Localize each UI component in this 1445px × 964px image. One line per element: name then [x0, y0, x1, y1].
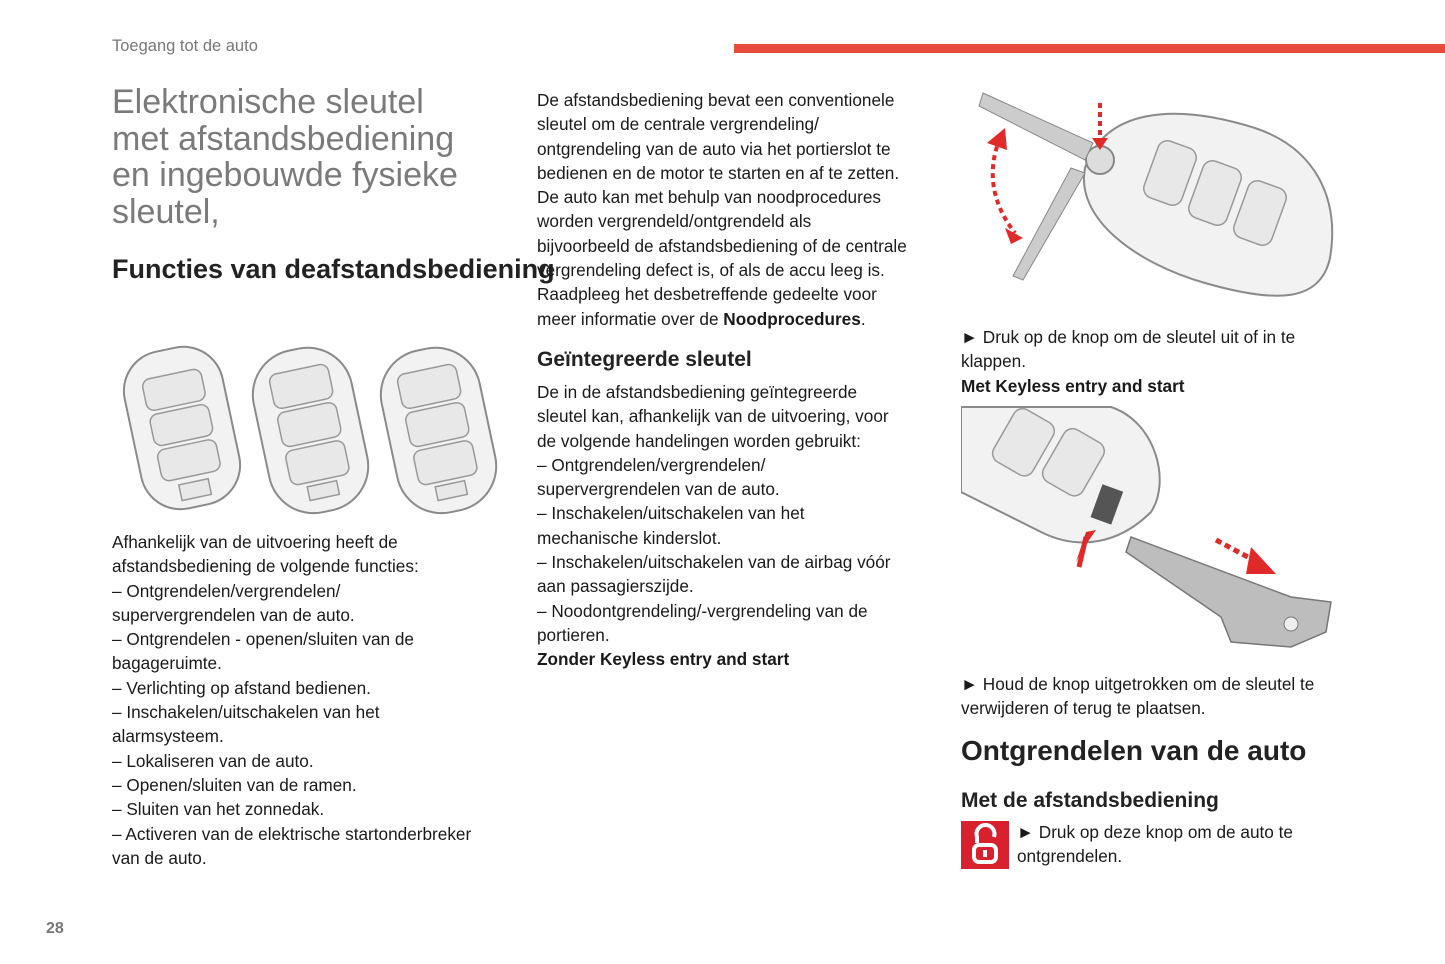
functions-heading-line: afstandsbediening [316, 254, 555, 284]
unlock-text-line: ► Druk op deze knop om de auto te [1017, 822, 1293, 842]
functions-text-line: – Inschakelen/uitschakelen van het [112, 702, 380, 723]
noodprocedures-link[interactable]: Noodprocedures [723, 308, 861, 329]
functions-text-line: alarmsysteem. [112, 726, 224, 747]
key-fobs-illustration [110, 338, 505, 518]
integrated-text-line: portieren. [537, 624, 610, 645]
integrated-text-line: – Inschakelen/uitschakelen van de airbag vóór [537, 552, 891, 573]
functions-text-line: – Activeren van de elektrische startonderbreker [112, 823, 472, 844]
title-line: sleutel, [112, 192, 220, 231]
functions-text-line: supervergrendelen van de auto. [112, 604, 355, 625]
functions-text-line: – Verlichting op afstand bedienen. [112, 677, 371, 698]
integrated-text-line: – Ontgrendelen/vergrendelen/ [537, 454, 766, 475]
intro-text-line: ontgrendeling van de auto via het portierslot te [537, 138, 891, 159]
integrated-text-line: aan passagierszijde. [537, 576, 694, 597]
integrated-text-line: – Inschakelen/uitschakelen van het [537, 503, 805, 524]
integrated-key-heading: Geïntegreerde sleutel [537, 348, 752, 371]
fold-text-line: ► Druk op de knop om de sleutel uit of in te [961, 327, 1296, 347]
intro-text-line: sleutel om de centrale vergrendeling/ [537, 114, 819, 135]
unlock-icon [961, 821, 1009, 869]
functions-heading [112, 252, 555, 286]
intro-text-line: bedienen en de motor te starten en af te zetten. [537, 162, 900, 183]
fold-text-line: klappen. [961, 351, 1026, 372]
functions-heading-line: Functies van de [112, 254, 317, 284]
functions-text-line: bagageruimte. [112, 653, 222, 674]
title-line: Elektronische sleutel [112, 83, 424, 121]
header-accent-bar [734, 44, 1445, 53]
functions-text-line: – Lokaliseren van de auto. [112, 750, 314, 771]
page-title [112, 84, 458, 230]
functions-text-line: – Ontgrendelen/vergrendelen/ [112, 580, 341, 601]
page-number: 28 [46, 920, 64, 937]
remove-key-text [961, 672, 1314, 721]
title-line: met afstandsbediening [112, 119, 455, 158]
unlock-heading: Ontgrendelen van de auto [961, 735, 1307, 766]
intro-text [537, 88, 907, 331]
functions-text-line: van de auto. [112, 847, 207, 868]
functions-text-line: afstandsbediening de volgende functies: [112, 556, 419, 577]
with-keyless-label: Met Keyless entry and start [961, 375, 1185, 396]
intro-last-prefix: meer informatie over de [537, 308, 724, 329]
functions-text-line: – Sluiten van het zonnedak. [112, 799, 325, 820]
intro-text-line: De auto kan met behulp van noodprocedures [537, 187, 881, 208]
intro-text-line: worden vergrendeld/ontgrendeld als [537, 211, 812, 232]
functions-list [112, 530, 471, 870]
pull-text-line: ► Houd de knop uitgetrokken om de sleutel te [961, 674, 1315, 694]
integrated-text-line: – Noodontgrendeling/-vergrendeling van de [537, 600, 868, 621]
fold-key-illustration [975, 88, 1340, 308]
integrated-text-line: sleutel kan, afhankelijk van de uitvoering, voor [537, 406, 889, 427]
title-line: en ingebouwde fysieke [112, 156, 458, 194]
intro-last-suffix: . [860, 308, 866, 329]
integrated-text-line: supervergrendelen van de auto. [537, 479, 780, 500]
functions-text-line: Afhankelijk van de uitvoering heeft de [112, 532, 398, 552]
integrated-text-line: De in de afstandsbediening geïntegreerde [537, 382, 858, 402]
integrated-text-line: de volgende handelingen worden gebruikt: [537, 430, 861, 451]
remote-heading: Met de afstandsbediening [961, 789, 1219, 812]
section-header: Toegang tot de auto [112, 37, 258, 55]
without-keyless-label: Zonder Keyless entry and start [537, 649, 790, 670]
pull-text-line: verwijderen of terug te plaatsen. [961, 698, 1206, 719]
intro-text-line: De afstandsbediening bevat een conventionele [537, 90, 895, 110]
intro-text-line: bijvoorbeeld de afstandsbediening of de centrale [537, 235, 907, 256]
functions-text-line: – Openen/sluiten van de ramen. [112, 774, 357, 795]
unlock-text [1017, 820, 1293, 869]
intro-text-line: vergrendeling defect is, of als de accu leeg is. [537, 260, 885, 281]
functions-text-line: – Ontgrendelen - openen/sluiten van de [112, 629, 414, 650]
unlock-text-line: ontgrendelen. [1017, 846, 1123, 867]
intro-text-line: Raadpleeg het desbetreffende gedeelte voor [537, 284, 877, 305]
fold-key-text [961, 325, 1295, 398]
integrated-key-text [537, 380, 891, 672]
remove-key-illustration [961, 402, 1341, 657]
integrated-text-line: mechanische kinderslot. [537, 527, 722, 548]
